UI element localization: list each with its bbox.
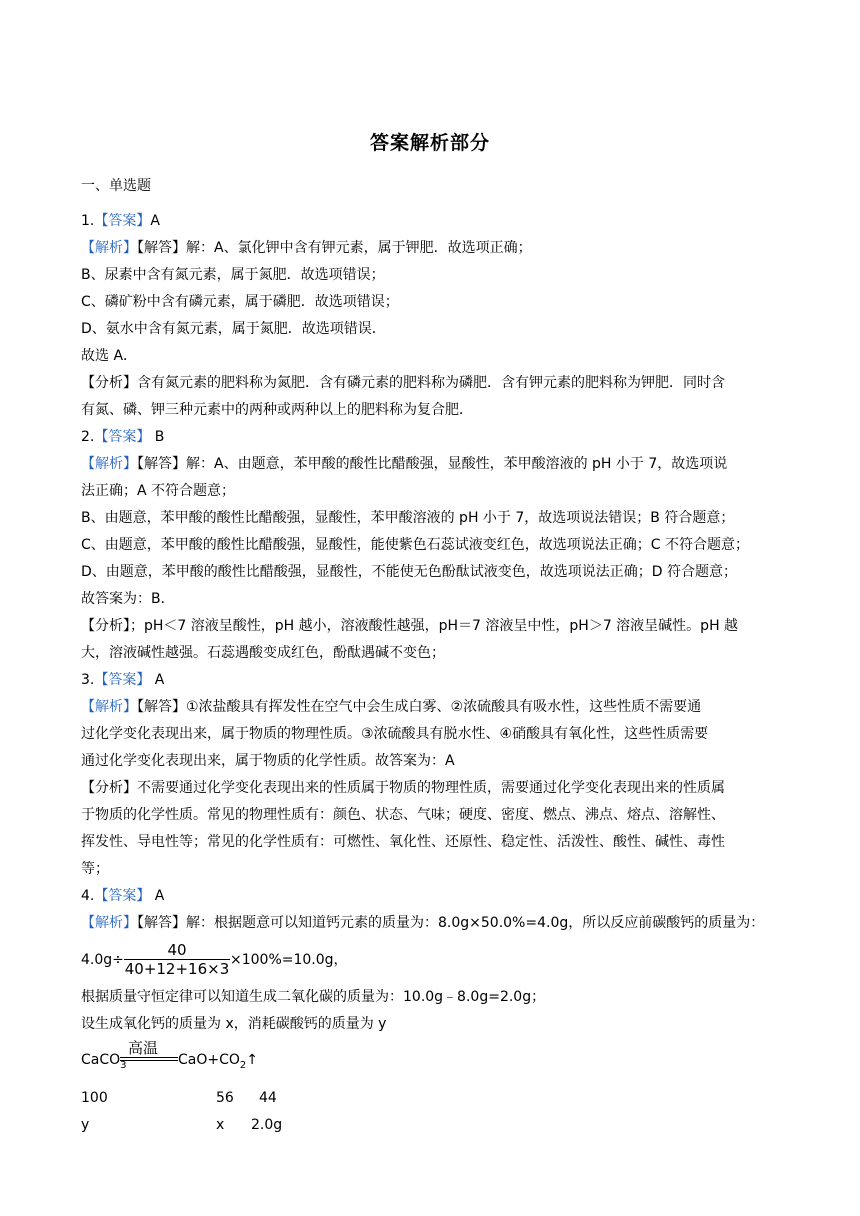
q4-fraction xyxy=(124,941,230,977)
q2-text: 大，溶液碱性越强。石蕊遇酸变成红色，酚酞遇碱不变色； xyxy=(81,645,445,661)
ratio-cell: 100 xyxy=(81,1090,108,1106)
q1-text: 【解答】解：A、氯化钾中含有钾元素，属于钾肥．故选项正确； xyxy=(137,240,532,256)
q4-answer: A xyxy=(150,888,165,904)
ratio-cell: y xyxy=(81,1117,90,1133)
q2-text: 【解答】解：A、由题意，苯甲酸的酸性比醋酸强，显酸性，苯甲酸溶液的 pH 小于 7，故选项说 xyxy=(137,456,728,472)
q2-number: 2. xyxy=(81,429,95,445)
reaction-equals-bar xyxy=(120,1060,178,1061)
q4-fraction-suffix: ×100%=10.0g， xyxy=(230,952,348,968)
q2-analysis-summary: 【分析】；pH＜7 溶液呈酸性，pH 越小，溶液酸性越强，pH＝7 溶液呈中性，pH＞7 溶液呈碱性。pH 越 xyxy=(81,618,739,634)
q2-analysis-line xyxy=(81,454,781,474)
reaction-left xyxy=(81,1050,127,1076)
q4-text: 设生成氧化钙的质量为 x，消耗碳酸钙的质量为 y xyxy=(81,1016,387,1032)
q3-text: 等； xyxy=(81,861,109,877)
q1-analysis-tag: 【解析】 xyxy=(81,240,137,256)
q3-text: 通过化学变化表现出来，属于物质的化学性质。故答案为：A xyxy=(81,753,455,769)
q1-text: C、磷矿粉中含有磷元素，属于磷肥．故选项错误； xyxy=(81,294,399,310)
q1-text: B、尿素中含有氮元素，属于氮肥．故选项错误； xyxy=(81,267,385,283)
q4-answer-line xyxy=(81,886,781,906)
q3-text: 过化学变化表现出来，属于物质的物理性质。③浓硫酸具有脱水性、④硝酸具有氧化性，这些性质需要 xyxy=(81,726,709,742)
q2-text: 故答案为：B． xyxy=(81,591,175,607)
q2-text: 法正确；A 不符合题意； xyxy=(81,483,236,499)
products: CaO+CO xyxy=(178,1052,240,1068)
q3-analysis-summary: 【分析】不需要通过化学变化表现出来的性质属于物质的物理性质，需要通过化学变化表现出来的性质属 xyxy=(81,780,725,796)
q3-text: 【解答】①浓盐酸具有挥发性在空气中会生成白雾、②浓硫酸具有吸水性，这些性质不需要通 xyxy=(137,699,702,715)
q2-answer-tag: 【答案】 xyxy=(94,429,151,445)
fraction-numerator: 40 xyxy=(167,941,187,959)
q4-text: 【解答】解：根据题意可以知道钙元素的质量为：8.0g×50.0%=4.0g，所以反应前碳酸钙的质量为： xyxy=(137,915,765,931)
reaction-condition: 高温 xyxy=(128,1039,159,1057)
q2-answer: B xyxy=(150,429,165,445)
section-heading: 一、单选题 xyxy=(81,178,151,194)
ratio-cell: 56 xyxy=(216,1090,234,1106)
q1-answer: A xyxy=(150,213,160,229)
gas-arrow: ↑ xyxy=(246,1052,259,1068)
q2-answer-line xyxy=(81,427,781,447)
q3-analysis-tag: 【解析】 xyxy=(81,699,137,715)
q4-number: 4. xyxy=(81,888,95,904)
q4-answer-tag: 【答案】 xyxy=(94,888,151,904)
q1-analysis-line xyxy=(81,238,781,258)
reaction-right xyxy=(178,1050,378,1076)
q2-text: B、由题意，苯甲酸的酸性比醋酸强，显酸性，苯甲酸溶液的 pH 小于 7，故选项说法错误；B 符合题意； xyxy=(81,510,735,526)
q2-analysis-tag: 【解析】 xyxy=(81,456,137,472)
ratio-cell: 2.0g xyxy=(251,1117,283,1133)
q3-text: 于物质的化学性质。常见的物理性质有：颜色、状态、气味；硬度、密度、燃点、沸点、熔点、溶解性、 xyxy=(81,807,725,823)
product-subscript: 2 xyxy=(239,1059,247,1071)
ratio-cell: 44 xyxy=(259,1090,277,1106)
q4-analysis-tag: 【解析】 xyxy=(81,915,137,931)
q3-answer-line xyxy=(81,670,781,690)
page-title: 答案解析部分 xyxy=(369,132,490,154)
q1-answer-line xyxy=(81,211,781,231)
q1-answer-tag: 【答案】 xyxy=(94,213,151,229)
q3-answer: A xyxy=(150,672,165,688)
q1-number: 1. xyxy=(81,213,95,229)
q1-text: D、氨水中含有氮元素，属于氮肥．故选项错误． xyxy=(81,321,386,337)
q3-text: 挥发性、导电性等；常见的化学性质有：可燃性、氧化性、还原性、稳定性、活泼性、酸性、碱性、毒性 xyxy=(81,834,725,850)
q1-text: 有氮、磷、钾三种元素中的两种或两种以上的肥料称为复合肥． xyxy=(81,402,473,418)
q1-text: 故选 A． xyxy=(81,348,138,364)
reactant-subscript: 3 xyxy=(120,1059,127,1071)
q2-text: C、由题意，苯甲酸的酸性比醋酸强，显酸性，能使紫色石蕊试液变红色，故选项说法正确；C 不符合题意； xyxy=(81,537,749,553)
ratio-cell: x xyxy=(216,1117,225,1133)
q3-answer-tag: 【答案】 xyxy=(94,672,151,688)
fraction-denominator: 40+12+16×3 xyxy=(124,960,230,978)
q4-analysis-line xyxy=(81,913,781,933)
q3-number: 3. xyxy=(81,672,95,688)
q3-analysis-line xyxy=(81,697,781,717)
q1-analysis-summary: 【分析】含有氮元素的肥料称为氮肥．含有磷元素的肥料称为磷肥．含有钾元素的肥料称为钾肥．同时含 xyxy=(81,375,725,391)
reaction-equals-bar xyxy=(120,1057,178,1058)
q4-fraction-prefix: 4.0g÷ xyxy=(81,952,124,968)
q2-text: D、由题意，苯甲酸的酸性比醋酸强，显酸性，不能使无色酚酞试液变色，故选项说法正确；D 符合题意； xyxy=(81,564,738,580)
reactant: CaCO xyxy=(81,1052,121,1068)
q4-text: 根据质量守恒定律可以知道生成二氧化碳的质量为：10.0g﹣8.0g=2.0g； xyxy=(81,989,546,1005)
